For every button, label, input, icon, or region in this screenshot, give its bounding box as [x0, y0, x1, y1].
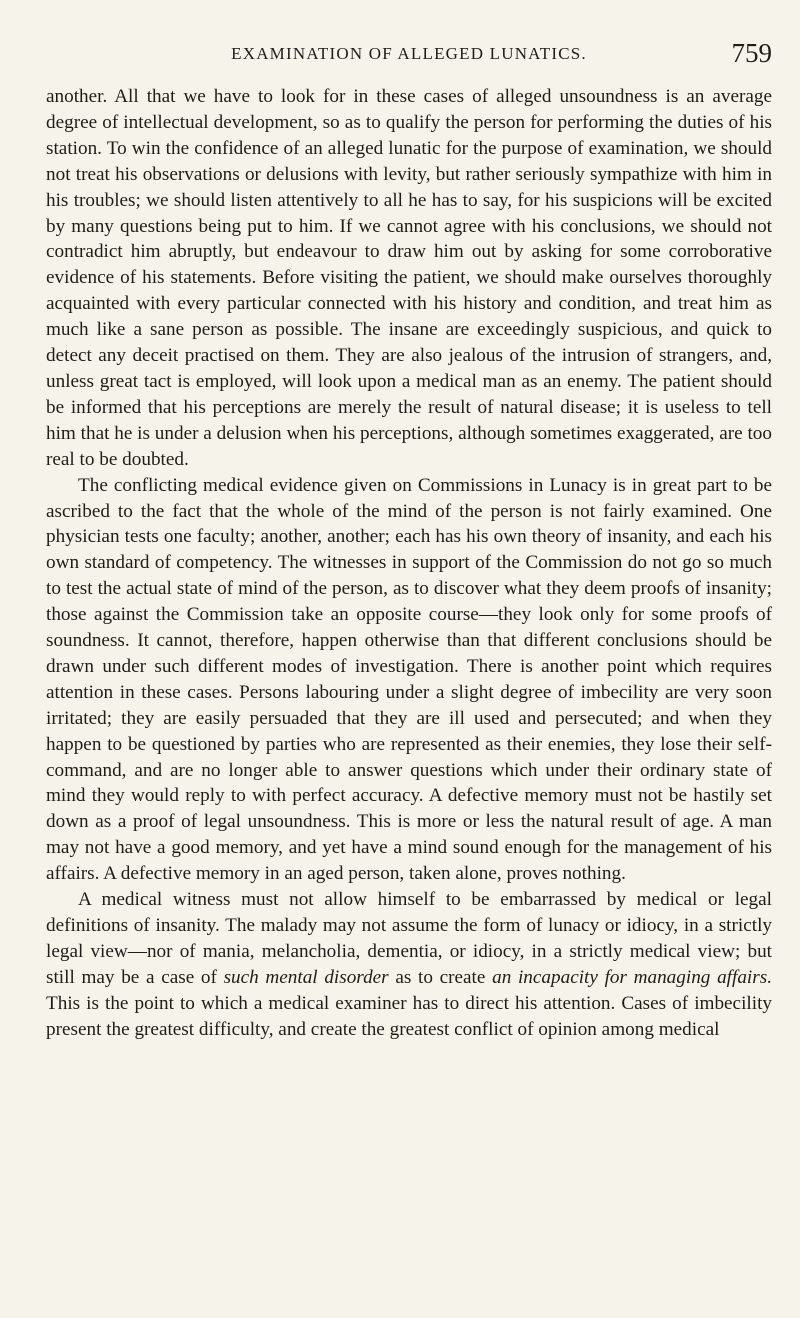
running-head: EXAMINATION OF ALLEGED LUNATICS. [231, 44, 587, 63]
paragraph-continuation: another. All that we have to look for in these cases of alleged unsoundness is an average degree of intellectual development, so as to qualify the person for performing the duties of his station. To win the confidence of an alleged lunatic for the purpose of examination, we should not treat his observations or delusions with levity, but rather seriously sympathize with him in his troubles; we should listen attentively to all he has to say, for his suspicions will be excited by many questions being put to him. If we cannot agree with his conclusions, we should not contradict him abruptly, but endeavour to draw him out by asking for some corroborative evidence of his statements. Before visiting the patient, we should make ourselves thoroughly acquainted with every particular connected with his history and condition, and treat him as much like a sane person as possible. The insane are exceedingly suspicious, and quick to detect any deceit practised on them. They are also jealous of the intrusion of strangers, and, unless great tact is employed, will look upon a medical man as an enemy. The patient should be informed that his perceptions are merely the result of natural disease; it is useless to tell him that he is under a delusion when his perceptions, although sometimes exaggerated, are too real to be doubted. [46, 86, 772, 470]
page-header [46, 36, 772, 84]
body-text [46, 84, 772, 1043]
paragraph-text-after: This is the point to which a medical examiner has to direct his attention. Cases of imbecility present the greatest difficulty, and create the greatest conflict of opinion among medical [46, 992, 772, 1040]
paragraph-text-middle: as to create [388, 966, 493, 988]
page-number: 759 [731, 38, 772, 68]
paragraph-text-before: A medical witness must not allow himself to be embarrassed by medical or legal definitions of insanity. The malady may not assume the form of lunacy or idiocy, in a strictly legal view—nor of mania, melancholia, dementia, or idiocy, in a strictly medical view; but still may be a case of [46, 889, 772, 988]
italic-phrase-mental-disorder: such mental disorder [223, 966, 389, 988]
paragraph-medical-witness [46, 887, 772, 1042]
paragraph-conflicting-evidence: The conflicting medical evidence given on Commissions in Lunacy is in great part to be ascribed to the fact that the whole of the mind of the person is not fairly examined. One physician tests one faculty; another, another; each has his own theory of insanity, and each his own standard of competency. The witnesses in support of the Commission do not go so much to test the actual state of mind of the person, as to discover what they deem proofs of insanity; those against the Commission take an opposite course—they look only for some proofs of soundness. It cannot, therefore, happen otherwise than that different conclusions should be drawn under such different modes of investigation. There is another point which requires attention in these cases. Persons labouring under a slight degree of imbecility are very soon irritated; they are easily persuaded that they are ill used and persecuted; and when they happen to be questioned by parties who are represented as their enemies, they lose their self-command, and are no longer able to answer questions which under their ordinary state of mind they would reply to with perfect accuracy. A defective memory must not be hastily set down as a proof of legal unsoundness. This is more or less the natural result of age. A man may not have a good memory, and yet have a mind sound enough for the management of his affairs. A defective memory in an aged person, taken alone, proves nothing. [46, 474, 772, 885]
italic-phrase-incapacity: an incapacity for managing affairs. [492, 966, 772, 988]
